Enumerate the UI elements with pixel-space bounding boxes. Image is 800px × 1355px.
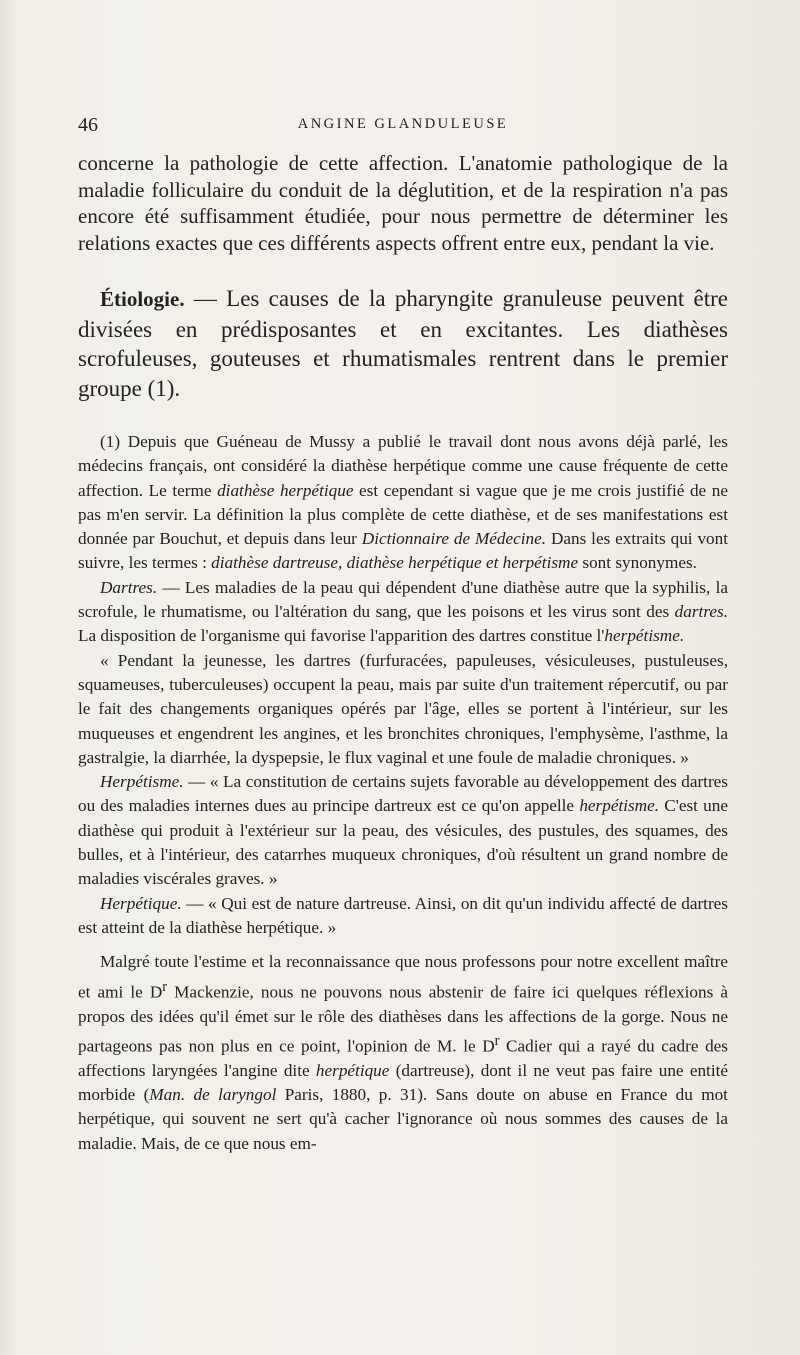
page-number: 46	[78, 114, 98, 136]
italic-title: Dictionnaire de Médecine.	[361, 529, 547, 549]
etiologie-text: — Les causes de la pharyngite granuleuse peuvent être divisées en prédisposantes et en excitantes. Les diathèses scrofuleuses, gouteuses et rhumatismales rentrent dans le premier groupe (1).	[78, 286, 728, 401]
text-run: Paris, 1880, p. 31). Sans doute on abuse en France du mot herpétique, qui souvent ne sert qu'à cacher l'ignorance où nous sommes des causes de la maladie. Mais, de ce que nous em-	[78, 1085, 728, 1153]
text-run: (dartreuse), dont il ne veut pas faire une entité morbide (	[78, 1060, 728, 1105]
footnote-paragraph-malgre	[78, 950, 728, 1156]
etiologie-paragraph	[78, 284, 728, 403]
text-run: est cependant si vague que je me crois justifié de ne pas m'en servir. La définition la plus complète de cette diathèse, et de ses manifestations est donnée par Bouchut, et depuis dans leur	[78, 480, 728, 549]
footnote-paragraph-herpetique	[78, 892, 728, 941]
superscript: r	[162, 978, 168, 995]
italic-term: Dartres.	[100, 577, 158, 597]
footnote-paragraph-dartres	[78, 576, 728, 649]
page-header	[78, 114, 728, 138]
italic-title: Man. de laryngol	[149, 1085, 277, 1105]
italic-term: diathèse dartreuse, diathèse herpétique et herpétisme	[211, 553, 579, 573]
text-run: — Les maladies de la peau qui dépendent d'une diathèse autre que la syphilis, la scrofule, le rhumatisme, ou l'altération du sang, que les poisons et les virus sont des	[78, 577, 728, 622]
italic-term: herpétique	[315, 1060, 390, 1080]
footnote-paragraph-1	[78, 430, 728, 576]
running-title: ANGINE GLANDULEUSE	[297, 116, 509, 132]
italic-term: Herpétique.	[100, 893, 182, 913]
text-run: Malgré toute l'estime et la reconnaissance que nous professons pour notre excellent maître et ami le D	[78, 952, 728, 1002]
section-heading: Étiologie.	[100, 287, 185, 311]
text-run: sont synonymes.	[578, 553, 697, 573]
text-run: Mackenzie, nous ne pouvons nous abstenir de faire ici quelques réflexions à propos des idées qu'il émet sur le rôle des diathèses dans les affections de la gorge. Nous ne partageons pas non plus en ce point, l'opinion de M. le D	[78, 982, 728, 1056]
text-run: Dans les extraits qui vont suivre, les termes :	[78, 529, 729, 573]
italic-term: Herpétisme.	[100, 772, 184, 792]
footnote	[78, 430, 728, 1156]
footnote-paragraph-herpetisme	[78, 770, 728, 891]
italic-term: diathèse herpétique	[217, 480, 354, 500]
opening-paragraph: concerne la pathologie de cette affection. L'anatomie pathologique de la maladie folliculaire du conduit de la déglutition, et de la respiration n'a pas encore été suffisamment étudiée, pour nous permettre de déterminer les relations exactes que ces différents aspects offrent entre eux, pendant la vie.	[78, 151, 728, 255]
etiologie-section	[78, 284, 728, 403]
italic-term: herpétisme.	[579, 796, 660, 816]
text-run: C'est une diathèse qui produit à l'extérieur sur la peau, des vésicules, des pustules, des squames, des bulles, et à l'intérieur, des catarrhes muqueux chroniques, d'où résultent un grand nombre de maladies viscérales graves. »	[78, 796, 728, 889]
italic-term: herpétisme.	[604, 626, 685, 646]
body-text	[78, 150, 728, 256]
text-run: La disposition de l'organisme qui favorise l'apparition des dartres constitue l'	[78, 626, 605, 646]
text-run: (1) Depuis que Guéneau de Mussy a publié le travail dont nous avons déjà parlé, les médecins français, ont considéré la diathèse herpétique comme une cause fréquente de cette affection. Le terme	[78, 432, 728, 500]
superscript: r	[494, 1032, 500, 1049]
text-run: — « La constitution de certains sujets favorable au développement des dartres ou des maladies internes dues au principe dartreux est ce qu'on appelle	[78, 772, 728, 816]
italic-term: dartres.	[674, 602, 728, 622]
footnote-paragraph-quote: « Pendant la jeunesse, les dartres (furfuracées, papuleuses, vésiculeuses, pustuleuses, squameuses, tuberculeuses) occupent la peau, mais par suite d'un traitement répercutif, ou par le fait des changements organiques opérés par l'âge, elles se portent à l'intérieur, sur les muqueuses et engendrent les angines, et les bronchites chroniques, l'emphysème, l'asthme, la gastralgie, la diarrhée, la dyspepsie, le flux vaginal et une foule de maladie chroniques. »	[78, 650, 728, 767]
text-run: Cadier qui a rayé du cadre des affections laryngées l'angine dite	[78, 1036, 728, 1080]
text-run: — « Qui est de nature dartreuse. Ainsi, on dit qu'un individu affecté de dartres est atteint de la diathèse herpétique. »	[78, 893, 728, 937]
